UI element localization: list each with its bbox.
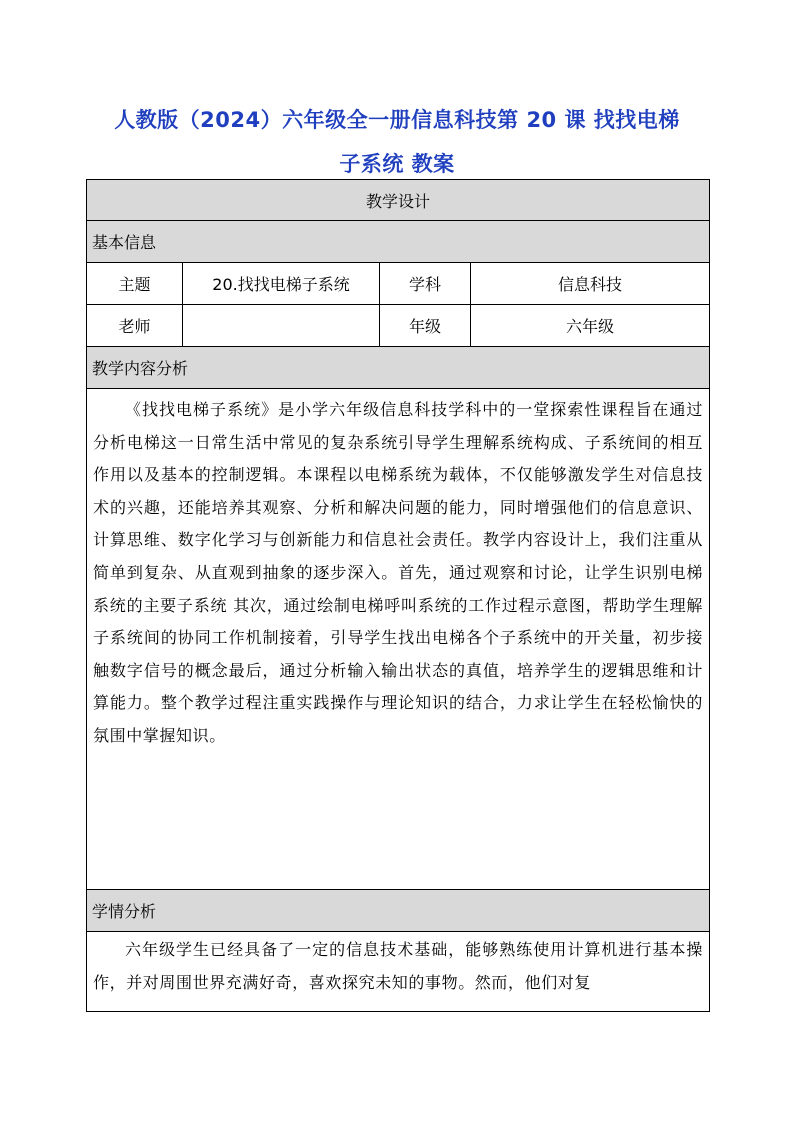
label-teacher: 老师 xyxy=(87,305,183,347)
section-learner-analysis: 学情分析 xyxy=(87,890,710,932)
label-subject: 学科 xyxy=(380,263,471,305)
document-title-line1: 人教版（2024）六年级全一册信息科技第 20 课 找找电梯 xyxy=(114,108,680,132)
label-grade: 年级 xyxy=(380,305,471,347)
value-grade: 六年级 xyxy=(471,305,710,347)
value-teacher xyxy=(183,305,380,347)
section-basic-info: 基本信息 xyxy=(87,221,710,263)
table-header-teaching-design: 教学设计 xyxy=(87,180,710,221)
document-title-line2: 子系统 教案 xyxy=(339,152,455,176)
learner-analysis-paragraph: 六年级学生已经具备了一定的信息技术基础，能够熟练使用计算机进行基本操作，并对周围世界充满好奇，喜欢探究未知的事物。然而，他们对复 xyxy=(87,932,710,1012)
section-content-analysis: 教学内容分析 xyxy=(87,347,710,389)
table-row xyxy=(87,305,710,347)
lesson-plan-table xyxy=(86,179,710,1012)
value-subject: 信息科技 xyxy=(471,263,710,305)
value-topic: 20.找找电梯子系统 xyxy=(183,263,380,305)
content-analysis-paragraph: 《找找电梯子系统》是小学六年级信息科技学科中的一堂探索性课程旨在通过分析电梯这一日常生活中常见的复杂系统引导学生理解系统构成、子系统间的相互作用以及基本的控制逻辑。本课程以电梯系统为载体，不仅能够激发学生对信息技术的兴趣，还能培养其观察、分析和解决问题的能力，同时增强他们的信息意识、计算思维、数字化学习与创新能力和信息社会责任。教学内容设计上，我们注重从简单到复杂、从直观到抽象的逐步深入。首先，通过观察和讨论，让学生识别电梯系统的主要子系统 其次，通过绘制电梯呼叫系统的工作过程示意图，帮助学生理解子系统间的协同工作机制接着，引导学生找出电梯各个子系统中的开关量，初步接触数字信号的概念最后，通过分析输入输出状态的真值，培养学生的逻辑思维和计算能力。整个教学过程注重实践操作与理论知识的结合，力求让学生在轻松愉快的氛围中掌握知识。 xyxy=(87,389,710,890)
table-row xyxy=(87,263,710,305)
label-topic: 主题 xyxy=(87,263,183,305)
